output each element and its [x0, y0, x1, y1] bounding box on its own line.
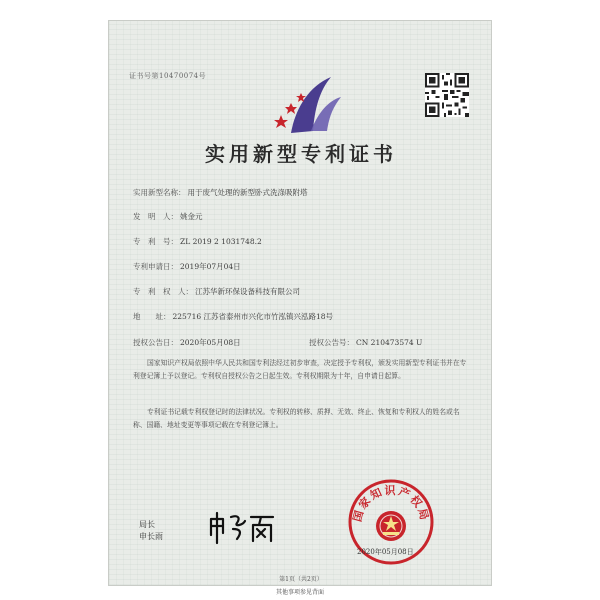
footer-note: 其他事项参见背面	[275, 589, 324, 596]
field-value: ZL 2019 2 1031748.2	[180, 237, 262, 246]
svg-text:国家知识产权局: 国家知识产权局	[350, 484, 432, 524]
field-announcement-number	[309, 337, 422, 348]
page-number: 第1页（共2页）	[279, 576, 323, 583]
field-value: 江苏华新环保设备科技有限公司	[195, 287, 300, 296]
field-value: 用于废气处理的新型卧式洗涤吸附塔	[187, 188, 308, 197]
certificate-title: 实用新型专利证书	[205, 142, 397, 166]
signatory-block	[139, 519, 163, 543]
field-value: 2020年05月08日	[180, 338, 241, 347]
field-label: 发 明 人：	[133, 212, 178, 221]
certificate-document	[108, 20, 492, 586]
field-value: CN 210473574 U	[356, 338, 423, 347]
signatory-name: 申长雨	[139, 532, 163, 541]
sipo-logo	[261, 71, 347, 137]
seal-date: 2020年05月08日	[357, 548, 414, 556]
field-label: 专 利 号：	[133, 237, 178, 246]
certificate-paragraph-grant: 国家知识产权局依照中华人民共和国专利法经过初步审查，决定授予专利权，颁发实用新型专利证书并在专利登记簿上予以登记。专利权自授权公告之日起生效。专利权期限为十年，自申请日起算。	[133, 359, 467, 380]
field-label: 授权公告号：	[309, 338, 354, 347]
field-label: 授权公告日：	[133, 338, 178, 347]
certificate-number: 证书号第10470074号	[129, 72, 207, 80]
field-value: 225716 江苏省泰州市兴化市竹泓镇兴泓路18号	[172, 312, 334, 321]
field-label: 专 利 权 人：	[133, 287, 193, 296]
field-address	[133, 311, 333, 322]
field-grant-date	[133, 337, 241, 348]
field-value: 2019年07月04日	[180, 262, 241, 271]
handwritten-signature	[207, 509, 277, 545]
field-value: 姚金元	[180, 212, 203, 221]
field-label: 地 址：	[133, 312, 171, 321]
field-label: 专利申请日：	[133, 262, 178, 271]
field-patentee	[133, 286, 300, 297]
signatory-title: 局长	[139, 520, 155, 529]
field-utility-model-name	[133, 187, 308, 198]
field-inventor	[133, 211, 203, 222]
certificate-paragraph-status: 专利证书记载专利权登记时的法律状况。专利权的转移、质押、无效、终止、恢复和专利权人的姓名或名称、国籍、地址变更等事项记载在专利登记簿上。	[133, 408, 460, 429]
field-label: 实用新型名称：	[133, 188, 186, 197]
qr-code	[425, 73, 469, 117]
field-patent-number	[133, 236, 262, 247]
field-application-date	[133, 261, 241, 272]
